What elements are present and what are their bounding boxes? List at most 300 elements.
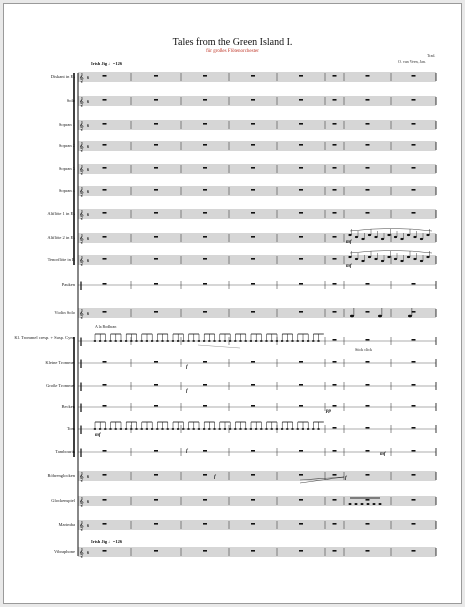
note-head xyxy=(348,234,351,236)
note-head xyxy=(368,234,371,236)
rest-mark xyxy=(333,550,337,552)
note-head xyxy=(151,340,153,342)
note-head xyxy=(361,238,364,240)
time-signature: 6 xyxy=(87,167,89,172)
note-head xyxy=(317,428,319,430)
rest-mark xyxy=(333,339,337,341)
rest-mark xyxy=(333,523,337,525)
rest-mark xyxy=(251,499,255,501)
rest-mark xyxy=(333,99,337,101)
rest-mark xyxy=(366,75,370,77)
rest-mark xyxy=(299,123,303,125)
rest-mark xyxy=(412,212,416,214)
rest-mark xyxy=(103,212,107,214)
rest-mark xyxy=(412,123,416,125)
note-head xyxy=(312,428,314,430)
note-head xyxy=(161,340,163,342)
note-head xyxy=(213,428,215,430)
note-head xyxy=(281,428,283,430)
rest-mark xyxy=(154,75,158,77)
rest-mark xyxy=(333,236,337,238)
rest-mark xyxy=(154,189,158,191)
rest-mark xyxy=(299,450,303,452)
clef-icon: 𝄞 xyxy=(79,521,84,530)
rest-mark xyxy=(333,427,337,429)
rest-mark xyxy=(366,123,370,125)
note-head xyxy=(125,340,127,342)
instrument-label: Tom xyxy=(66,426,75,431)
rest-mark xyxy=(366,427,370,429)
note-head xyxy=(167,428,169,430)
note-head xyxy=(426,234,429,236)
dynamic-f-kl-trommel: f xyxy=(186,365,188,370)
note-head xyxy=(219,340,221,342)
rest-mark xyxy=(251,450,255,452)
note-head xyxy=(307,428,309,430)
instrument-label: Vibraphone xyxy=(54,549,75,554)
rest-mark xyxy=(412,75,416,77)
rest-mark xyxy=(299,283,303,285)
rest-mark xyxy=(154,212,158,214)
note-head xyxy=(349,503,352,505)
instrument-label: Becken xyxy=(61,404,75,409)
note-head xyxy=(99,340,101,342)
rest-mark xyxy=(203,212,207,214)
note-head xyxy=(361,503,364,505)
note-head xyxy=(203,428,205,430)
note-head xyxy=(286,340,288,342)
instrument-label: Glockenspiel xyxy=(51,498,75,503)
instrument-label: Altflöte 2 in Es xyxy=(47,235,75,240)
rest-mark xyxy=(251,474,255,476)
clef-icon: ‖ xyxy=(79,337,83,346)
note-head xyxy=(302,428,304,430)
note-head xyxy=(317,340,319,342)
note-head xyxy=(374,236,377,238)
note-head xyxy=(109,428,111,430)
clef-icon: 𝄞 xyxy=(79,497,84,506)
rest-mark xyxy=(154,167,158,169)
time-signature: 6 xyxy=(87,474,89,479)
rest-mark xyxy=(366,384,370,386)
note-head xyxy=(224,340,226,342)
note-head xyxy=(245,340,247,342)
annotation-a-la-bodhran: A la Bodhran xyxy=(95,324,117,329)
clef-icon: 𝄞 xyxy=(79,121,84,130)
note-head xyxy=(213,340,215,342)
note-head xyxy=(355,258,358,260)
rest-mark xyxy=(154,99,158,101)
rest-mark xyxy=(366,167,370,169)
rest-mark xyxy=(203,474,207,476)
time-signature: 6 xyxy=(87,550,89,555)
tempo-marking-bottom: Irish Jig ♩=126 xyxy=(91,539,123,544)
rest-mark xyxy=(333,311,337,313)
rest-mark xyxy=(154,550,158,552)
rest-mark xyxy=(412,167,416,169)
note-head xyxy=(271,428,273,430)
rest-mark xyxy=(251,283,255,285)
note-head xyxy=(312,340,314,342)
note-head xyxy=(239,428,241,430)
note-head xyxy=(413,236,416,238)
dynamic-mf-tambourin: mf xyxy=(380,452,386,457)
rest-mark xyxy=(103,450,107,452)
dynamic-f-grosse-trommel: f xyxy=(186,389,188,394)
time-signature: 6 xyxy=(87,499,89,504)
rest-mark xyxy=(103,283,107,285)
note-head xyxy=(255,340,257,342)
instrument-label: Tenorflöte in B xyxy=(47,257,75,262)
rest-mark xyxy=(333,167,337,169)
note-head xyxy=(120,428,122,430)
rest-mark xyxy=(366,474,370,476)
rest-mark xyxy=(203,99,207,101)
rest-mark xyxy=(333,144,337,146)
rest-mark xyxy=(203,450,207,452)
rest-mark xyxy=(103,123,107,125)
note-head xyxy=(135,340,137,342)
instrument-label: Violin Solo xyxy=(54,310,75,315)
rest-mark xyxy=(412,283,416,285)
instrument-label: Altflöte 1 in Es xyxy=(47,211,75,216)
rest-mark xyxy=(154,450,158,452)
rest-mark xyxy=(103,405,107,407)
note-head xyxy=(368,256,371,258)
clef-icon: ‖ xyxy=(79,425,83,434)
rest-mark xyxy=(103,258,107,260)
note-head xyxy=(151,428,153,430)
time-signature: 6 xyxy=(87,123,89,128)
note-head xyxy=(234,340,236,342)
note-head xyxy=(281,340,283,342)
rest-mark xyxy=(251,167,255,169)
note-head xyxy=(291,340,293,342)
note-head xyxy=(276,428,278,430)
clef-icon: 𝄞 xyxy=(79,210,84,219)
rest-mark xyxy=(412,523,416,525)
clef-icon: 𝄞 xyxy=(79,73,84,82)
dynamic-pp-becken: pp xyxy=(326,409,331,414)
note-head xyxy=(182,428,184,430)
rest-mark xyxy=(203,405,207,407)
note-head xyxy=(94,428,96,430)
instrument-label: Große Trommel xyxy=(46,383,75,388)
note-head xyxy=(250,428,252,430)
rest-mark xyxy=(154,523,158,525)
note-head xyxy=(104,340,106,342)
time-signature: 6 xyxy=(87,144,89,149)
rest-mark xyxy=(299,405,303,407)
note-head xyxy=(400,238,403,240)
rest-mark xyxy=(366,405,370,407)
credit-arranger-2: O. van Veen, Jan. xyxy=(398,59,426,64)
rest-mark xyxy=(412,339,416,341)
instrument-label: Marimba xyxy=(58,522,75,527)
score-subtitle: für großes Flötenorchester xyxy=(206,49,259,54)
rest-mark xyxy=(333,283,337,285)
rest-mark xyxy=(251,523,255,525)
rest-mark xyxy=(412,361,416,363)
note-head xyxy=(426,256,429,258)
rest-mark xyxy=(103,361,107,363)
rest-mark xyxy=(299,75,303,77)
rest-mark xyxy=(412,99,416,101)
rest-mark xyxy=(412,144,416,146)
rest-mark xyxy=(203,75,207,77)
rest-mark xyxy=(299,167,303,169)
rest-mark xyxy=(103,311,107,313)
rest-mark xyxy=(299,499,303,501)
clef-icon: 𝄞 xyxy=(79,187,84,196)
rest-mark xyxy=(251,144,255,146)
note-head xyxy=(198,428,200,430)
note-head xyxy=(408,315,412,318)
rest-mark xyxy=(154,384,158,386)
note-head xyxy=(234,428,236,430)
time-signature: 6 xyxy=(87,523,89,528)
note-head xyxy=(413,258,416,260)
note-head xyxy=(400,260,403,262)
rest-mark xyxy=(366,283,370,285)
rest-mark xyxy=(251,75,255,77)
note-head xyxy=(109,340,111,342)
rest-mark xyxy=(299,258,303,260)
note-head xyxy=(255,428,257,430)
note-head xyxy=(208,340,210,342)
note-head xyxy=(208,428,210,430)
note-head xyxy=(271,340,273,342)
note-head xyxy=(224,428,226,430)
note-head xyxy=(193,428,195,430)
rest-mark xyxy=(412,384,416,386)
time-signature: 6 xyxy=(87,75,89,80)
rest-mark xyxy=(103,99,107,101)
rest-mark xyxy=(299,384,303,386)
rest-mark xyxy=(251,99,255,101)
rest-mark xyxy=(203,167,207,169)
rest-mark xyxy=(103,189,107,191)
note-head xyxy=(297,340,299,342)
rest-mark xyxy=(203,236,207,238)
slur xyxy=(350,251,432,254)
rest-mark xyxy=(412,450,416,452)
dynamic-f-rohrenglocken: f xyxy=(214,475,216,480)
rest-mark xyxy=(299,361,303,363)
note-head xyxy=(302,340,304,342)
rest-mark xyxy=(154,361,158,363)
note-head xyxy=(229,340,231,342)
note-head xyxy=(135,428,137,430)
note-head xyxy=(361,260,364,262)
rest-mark xyxy=(299,144,303,146)
annotation-stick-click: Stick click xyxy=(355,347,372,352)
rest-mark xyxy=(103,474,107,476)
rest-mark xyxy=(251,311,255,313)
rest-mark xyxy=(203,283,207,285)
instrument-label: Sopran 1 xyxy=(58,122,75,127)
note-head xyxy=(407,234,410,236)
time-signature: 6 xyxy=(87,189,89,194)
rest-mark xyxy=(154,283,158,285)
note-head xyxy=(378,315,382,318)
rest-mark xyxy=(203,523,207,525)
rest-mark xyxy=(203,311,207,313)
instrument-label: Solo xyxy=(66,98,75,103)
note-head xyxy=(348,256,351,258)
rest-mark xyxy=(366,361,370,363)
note-head xyxy=(146,340,148,342)
clef-icon: 𝄞 xyxy=(79,548,84,557)
note-head xyxy=(115,428,117,430)
note-head xyxy=(219,428,221,430)
time-signature: 6 xyxy=(87,212,89,217)
rest-mark xyxy=(366,523,370,525)
note-head xyxy=(198,340,200,342)
note-head xyxy=(141,428,143,430)
rest-mark xyxy=(366,99,370,101)
rest-mark xyxy=(251,405,255,407)
slur xyxy=(350,229,432,232)
time-signature: 6 xyxy=(87,258,89,263)
note-head xyxy=(297,428,299,430)
note-head xyxy=(156,428,158,430)
rest-mark xyxy=(154,474,158,476)
rest-mark xyxy=(154,311,158,313)
rest-mark xyxy=(154,236,158,238)
rest-mark xyxy=(203,550,207,552)
note-head xyxy=(291,428,293,430)
note-head xyxy=(182,340,184,342)
credit-arranger-1: Trad. xyxy=(427,53,436,58)
rest-mark xyxy=(103,550,107,552)
note-head xyxy=(394,236,397,238)
rest-mark xyxy=(333,212,337,214)
note-head xyxy=(260,428,262,430)
rest-mark xyxy=(299,236,303,238)
rest-mark xyxy=(203,258,207,260)
clef-icon: 𝄞 xyxy=(79,472,84,481)
note-head xyxy=(120,340,122,342)
rest-mark xyxy=(154,405,158,407)
rest-mark xyxy=(251,123,255,125)
rest-mark xyxy=(299,474,303,476)
rest-mark xyxy=(203,189,207,191)
note-head xyxy=(355,236,358,238)
dynamic-f-tambourin: f xyxy=(186,449,188,454)
clef-icon: 𝄞 xyxy=(79,256,84,265)
rest-mark xyxy=(251,384,255,386)
note-head xyxy=(276,340,278,342)
clef-icon: 𝄞 xyxy=(79,234,84,243)
instrument-label: Tambourin xyxy=(55,449,75,454)
note-head xyxy=(130,340,132,342)
instrument-label: Kl. Trommel cresp. + Susp. Cym. xyxy=(14,335,75,340)
dynamic-mf-tom: mf xyxy=(95,433,101,438)
score-title: Tales from the Green Island I. xyxy=(172,37,293,48)
rest-mark xyxy=(412,189,416,191)
note-head xyxy=(94,340,96,342)
rest-mark xyxy=(251,361,255,363)
rest-mark xyxy=(366,144,370,146)
rest-mark xyxy=(203,144,207,146)
note-head xyxy=(161,428,163,430)
instrument-label: Sopran 3 xyxy=(58,166,75,171)
clef-icon: ‖ xyxy=(79,403,83,412)
rest-mark xyxy=(412,550,416,552)
note-head xyxy=(367,503,370,505)
rest-mark xyxy=(299,99,303,101)
rest-mark xyxy=(333,361,337,363)
note-head xyxy=(265,340,267,342)
note-head xyxy=(239,340,241,342)
time-signature: 6 xyxy=(87,99,89,104)
rest-mark xyxy=(299,523,303,525)
note-head xyxy=(141,340,143,342)
instrument-label: Sopran 2 xyxy=(58,143,75,148)
note-head xyxy=(130,428,132,430)
rest-mark xyxy=(154,499,158,501)
rest-mark xyxy=(103,236,107,238)
rest-mark xyxy=(103,499,107,501)
rest-mark xyxy=(366,339,370,341)
note-head xyxy=(172,340,174,342)
instrument-label: Diskant in Es xyxy=(50,74,75,79)
note-head xyxy=(374,258,377,260)
note-head xyxy=(187,428,189,430)
rest-mark xyxy=(366,212,370,214)
rest-mark xyxy=(251,212,255,214)
clef-icon: ‖ xyxy=(79,448,83,457)
rest-mark xyxy=(366,499,370,501)
note-head xyxy=(381,260,384,262)
rest-mark xyxy=(366,550,370,552)
note-head xyxy=(381,238,384,240)
note-head xyxy=(104,428,106,430)
dynamic-mf-tenor: mf xyxy=(346,264,352,269)
rest-mark xyxy=(251,550,255,552)
rest-mark xyxy=(366,450,370,452)
note-head xyxy=(177,428,179,430)
rest-mark xyxy=(333,405,337,407)
clef-icon: 𝄞 xyxy=(79,309,84,318)
rest-mark xyxy=(154,144,158,146)
clef-icon: ‖ xyxy=(79,382,83,391)
dynamic-line xyxy=(198,345,240,348)
rest-mark xyxy=(299,212,303,214)
rest-mark xyxy=(366,311,370,313)
note-head xyxy=(350,315,354,318)
tempo-marking-top: Irish Jig ♩=126 xyxy=(91,61,123,66)
note-head xyxy=(407,256,410,258)
rest-mark xyxy=(333,474,337,476)
note-head xyxy=(250,340,252,342)
rest-mark xyxy=(333,258,337,260)
clef-icon: ‖ xyxy=(79,359,83,368)
dynamic-f-rohrenglocken-2: f xyxy=(345,476,347,481)
rest-mark xyxy=(299,311,303,313)
note-head xyxy=(355,503,358,505)
note-head xyxy=(387,256,390,258)
note-head xyxy=(373,503,376,505)
rest-mark xyxy=(203,499,207,501)
note-head xyxy=(146,428,148,430)
rest-mark xyxy=(203,361,207,363)
note-head xyxy=(125,428,127,430)
instrument-label: Sopran 4 xyxy=(58,188,75,193)
note-head xyxy=(167,340,169,342)
rest-mark xyxy=(154,123,158,125)
